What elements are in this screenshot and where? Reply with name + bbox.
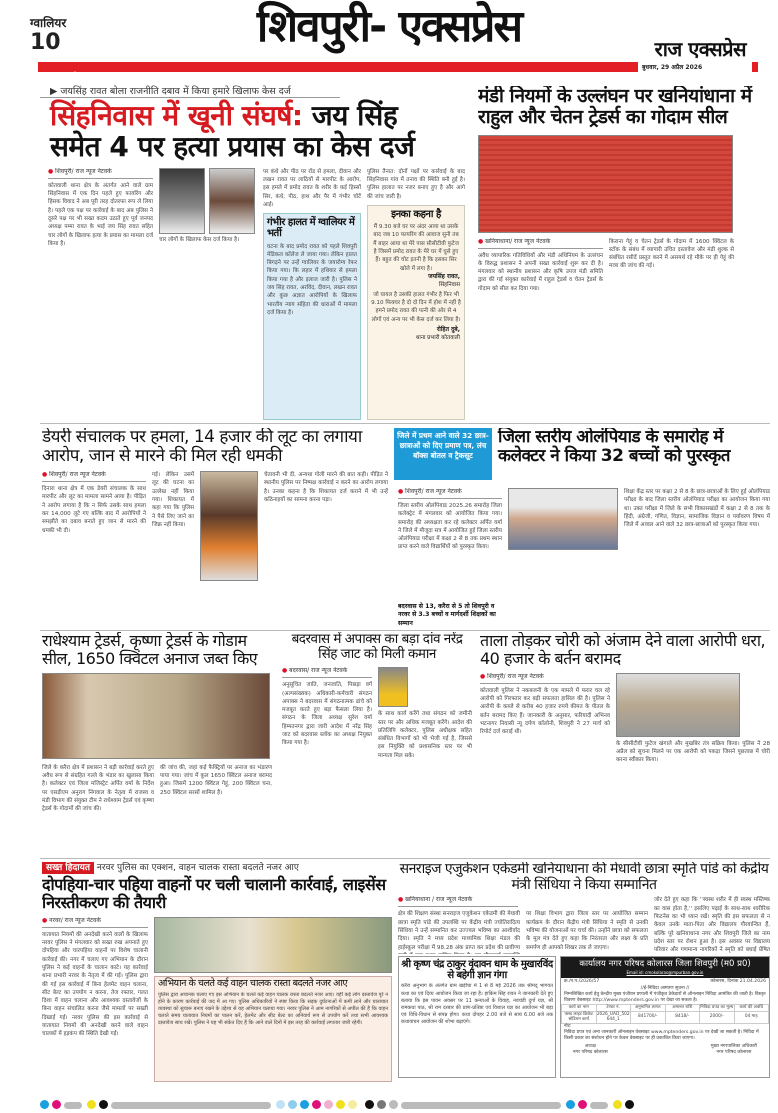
story-body: पुलिस तैनात: दोनों पक्षों पर कार्रवाई के बाद सिंहनिवास गांव में तनाव की स्थिति बनी हुई है। पुलिस हालात पर नजर बनाए हुए है और आगे की जांच जारी है। — [367, 168, 465, 200]
tender-office: कार्यालय नगर परिषद कोलारस जिला शिवपुरी (म0 प्र0) — [579, 959, 751, 969]
quote-title: इनका कहना है — [391, 208, 441, 220]
tender-note-label: नोट: — [564, 1023, 572, 1029]
story-body: यातायात नियमों की अनदेखी करने वालों के खिलाफ नरवर पुलिस ने मंगलवार को सख्त रुख अपनाते हुए दोपहिया और चारपहिया वाहनों पर विशेष चालानी कार्रवाई की। नगर में चलाए गए अभियान के दौरान पुलिस ने कई वाहनों के चालान काटे। यह कार्रवाई थाना प्रभारी नरवर के नेतृत्व में की गई। पुलिस द्वारा की गई इस कार्रवाई में बिना हेलमेट वाहन चलाना, सीट बेल्ट का उपयोग न करना, तेज रफ्तार, गलत दिशा में वाहन चलाना और आवश्यक दस्तावेजों के बिना वाहन संचालित करना जैसे मामलों पर सख्ती दिखाई गई। नरवर पुलिस की इस कार्रवाई से यातायात नियमों की अनदेखी करने वाले वाहन चालकों में हड़कंप की स्थिति देखी गई। — [42, 931, 148, 1038]
info-box — [263, 213, 361, 420]
byline: ● खनियाधाना/ राज न्यूज नेटवर्क — [478, 238, 603, 249]
highlight-text: जिले में प्रथम आने वाले 32 छात्र-छात्राओं को दिए प्रमाण पत्र, लंच बॉक्स बोतल व ट्रैकसूट — [397, 431, 489, 460]
table-cell: 8418/- — [665, 1011, 700, 1023]
section-name: ग्वालियर — [30, 16, 67, 30]
table-cell: 2000/- — [700, 1011, 735, 1023]
story-body: शिक्षा केंद्र स्तर पर कक्षा 2 से 8 के छात्र-छात्राओं के लिए हुई ओलंपियाड परीक्षा के बाद जिला स्तरीय ओलंपियाड परीक्षा का आयोजन किया गया था। उक्त परीक्षा में जिले के सभी विकासखंडों में कक्षा 2 से 8 तक के हिंदी, अंग्रेजी, गणित, विज्ञान, सामाजिक विज्ञान व पर्यावरण विषय में जिले में अव्वल आने वाले 32 छात्र-छात्राओं को पुरस्कृत किया गया। — [624, 489, 770, 529]
tag-label: सख्त हिदायत — [42, 862, 94, 874]
accused-photo — [209, 168, 255, 234]
byline: ● खनियाधाना / राज न्यूज नेटवर्क — [398, 896, 518, 907]
appointee-photo — [378, 667, 408, 707]
quote-name: जयसिंह रावत, — [428, 272, 460, 280]
box-body: घटना के बाद प्रमोद रावत को पहले शिवपुरी मेडिकल कॉलेज ले जाया गया। लेकिन हालत बिगड़ने पर उन्हें ग्वालियर के जयारोग्य रेफर किया गया। कि लहार में हथियार से हमला किया गया है और इलाज जारी है। पुलिस ने जय सिंह रावत, अरविंद, दीवान, लखन रावत और कुछ अज्ञात आरोपियों के खिलाफ भारतीय न्याय संहिता की धाराओं में मामला दर्ज किया है। — [267, 243, 357, 316]
traffic-check-photo — [154, 917, 392, 973]
kicker: ▶ जयसिंह रावत बोला राजनीति दबाव में किया हमारे खिलाफ केस दर्ज — [40, 84, 340, 98]
story-body: पर कंधे और पीठ पर रॉड से हमला, दीवान और लखन रावत पर लाठियों से मारपीट के आरोप, इस हमले में प्रमोद रावत के शरीर के कई हिस्सों सिर, कंधे, पीठ, हाथ और पैर में गंभीर चोटें आई। — [263, 168, 361, 208]
column-header: निविदा प्रपत्र का मूल्य — [700, 1005, 734, 1010]
seized-grain-photo — [42, 673, 270, 759]
story-6 — [282, 632, 472, 856]
headline: बदरवास में अपाक्स का बड़ा दांव नरेंद्र सिंह जाट को मिली कमान — [291, 632, 463, 663]
story-body: की जांच की, जहां कई फैक्ट्रियों पर अनाज का भंडारण पाया गया। जांच में कुल 1650 क्विंटल अनाज बरामद हुआ। जिसमें 1200 क्विंटल गेहूं, 200 क्विंटल चना, 250 क्विंटल सरसों शामिल है। — [160, 764, 272, 796]
table-cell: 04 माह — [734, 1011, 769, 1023]
story-8 — [42, 862, 392, 1082]
recovered-utensils-photo — [616, 673, 740, 737]
quote-text: जो घायल है उसकी हालत गंभीर है फिर भी 9.10 फिक्चर है दो दो दिन में होश में नहीं है हमने प्रमोद रावत की पत्नी की ओर से 4 लोगों एवं अन्य पर भी केस दर्ज कर लिया है। — [371, 291, 461, 323]
brand-logo: राज एक्सप्रेस — [654, 37, 746, 61]
column-header: अमानत राशि — [665, 1005, 700, 1012]
story-4 — [398, 428, 770, 628]
story-body: के साथ कार्य करेंगे तथा संगठन को जमीनी स्तर पर और अधिक मजबूत करेंगे। आदेश की प्रतिलिपि कलेक्टर, पुलिस अधीक्षक सहित संबंधित विभागों को भी भेजी गई है, जिससे इस नियुक्ति को प्रशासनिक स्तर पर भी मान्यता मिल सके। — [378, 711, 472, 759]
callout-body: पुलिस द्वारा अचानक चलाए गए इस अभियान के चलते कई वाहन चालक रास्ता बदलते नजर आए। वहीं कई लोग दस्तावेज पूरे न होने के कारण कार्रवाई की जद में आ गए। पुलिस अधिकारियों ने स्पष्ट किया कि सड़क दुर्घटनाओं में कमी लाने और यातायात व्यवस्था को सुचारू बनाए रखने के उद्देश्य से यह अभियान चलाया गया। नरवर पुलिस ने आम नागरिकों से अपील की है कि वाहन चलाते समय यातायात नियमों का पालन करें, हेलमेट और सीट बेल्ट का अनिवार्य रूप से उपयोग करें तथा सभी आवश्यक दस्तावेज साथ रखें। पुलिस ने यह भी संकेत दिए हैं कि आने वाले दिनों में इस तरह की कार्रवाई लगातार जारी रहेगी। — [158, 991, 388, 1027]
headline-red: सिंहनिवास में खूनी संघर्ष: — [50, 99, 303, 132]
story-1 — [40, 84, 470, 420]
page-number: 10 — [30, 30, 61, 55]
story-5 — [42, 632, 274, 856]
tender-email[interactable]: Email id: cmokolaras@mpurban.gov.in — [626, 970, 704, 975]
story-body: के सीसीटीवी फुटेज खंगाले और मुखबिर तंत्र सक्रिय किया। पुलिस ने 28 अप्रैल को सूचना मिलने पर एक आरोपी को पकड़ा जिसने पूछताछ में चोरी करना स्वीकार किया। — [616, 740, 770, 764]
headline: जिला स्तरीय ओलंपियाड के समारोह में कलेक्टर ने किया 32 बच्चों को पुरस्कृत — [498, 428, 730, 467]
accused-photo — [159, 168, 205, 234]
website-url[interactable]: www.rajexpress.com — [44, 71, 126, 79]
tender-title: //ई-निविदा आमंत्रण सूचना // — [640, 986, 690, 991]
story-7 — [480, 632, 770, 856]
story-9 — [398, 862, 770, 954]
quote-box — [367, 205, 465, 420]
headline: ताला तोड़कर चोरी को अंजाम देने वाला आरोपी धरा, 40 हजार के बर्तन बरामद — [480, 632, 766, 668]
byline: ● शिवपुरी/ राज न्यूज नेटवर्क — [480, 673, 610, 684]
story-body: क्षेत्र की शिक्षण संस्था सनराइज एजुकेशन एकेडमी की मेधावी छात्रा स्मृति पांडे की उपलब्धि पर केंद्रीय मंत्री ज्योतिरादित्य सिंधिया ने उन्हें सम्मानित कर उज्ज्वल भविष्य का आशीर्वाद दिया। स्मृति ने मध्य प्रदेश माध्यमिक शिक्षा मंडल की हाईस्कूल परीक्षा में 98.28 अंक प्राप्त कर प्रदेश की प्रावीण्य पर शिक्षा विभाग द्वारा जिला स्तर पर आयोजित सम्मान कार्यक्रम के दौरान केंद्रीय मंत्री सिंधिया ने स्मृति से उनकी भविष्य की योजनाओं पर चर्चा की। उन्होंने छात्रा को सफलता के मूल मंत्र देते हुए कहा कि निरंतरता और लक्ष्य के प्रति समर्पण ही आपको शिखर तक ले जाएगा। — [398, 911, 648, 951]
headline: श्री कृष्ण चंद्र ठाकुर वृंदावन धाम के मुखारविंद से बहेगी ज्ञान गंगा — [401, 959, 553, 982]
issue-date: बुधवार, 29 अप्रैल 2026 — [642, 64, 703, 71]
quote-place: सिंहनिवास — [438, 281, 460, 288]
callout-box — [154, 976, 392, 1082]
column-header: अनुमानित लागत — [631, 1005, 666, 1012]
headline — [40, 100, 470, 163]
story-body: गई। लेकिन उसमें लूट की घटना का उल्लेख नहीं किया गया। शिकायत में कहा गया कि पुलिस ने पैसे लिए जाने का जिक्र नहीं किया। — [152, 472, 194, 528]
byline: ● नरवर/ राज न्यूज नेटवर्क — [42, 917, 148, 928]
kicker-text: नरवर पुलिस का एक्शन, वाहन चालक रास्ता बदलते नजर आए — [96, 863, 299, 873]
headline: राधेश्याम ट्रेडर्स, कृष्णा ट्रेडर्स के गोडाम सील, 1650 क्विंटल अनाज जब्त किए — [42, 632, 258, 668]
print-color-bar — [40, 1094, 778, 1104]
divider — [40, 630, 770, 631]
olympiad-award-photo — [508, 488, 618, 550]
story-body: कोतवाली थाना क्षेत्र के अंतर्गत आने वाले ग्राम सिंहनिवास में एक दिन पहले हुए फायरिंग और हिंसक विवाद ने अब पूरी तरह दोतरफा रूप ले लिया है। पहले एक पक्ष पर कार्रवाई के बाद अब पुलिस ने दूसरे पक्ष पर भी सख्त कदम उठाते हुए पूर्व जनपद अध्यक्ष पम्मा रावत के भाई जय सिंह रावत सहित चार लोगों के खिलाफ हत्या के प्रयास का मामला दर्ज किया है। — [48, 182, 153, 247]
column-header: कार्य का नाम — [562, 1005, 597, 1012]
story-body: किराना गेहूं व चेतन ट्रेडर्स के गोदाम में 1600 क्विंटल के स्टॉक के संबंध में व्यापारी उचित दस्तावेज और मंडी शुल्क से संबंधित रसीदें प्रस्तुत करने में असमर्थ रहे मौके पर ही गेहूं की मात्रा की जांच की गई। — [609, 238, 734, 270]
divider — [40, 423, 770, 424]
headline: सनराइज एजुकेशन एकेडमी खनियाधाना की मेधावी छात्रा स्मृति पांडे को केंद्रीय मंत्री सिंधिया ने किया सम्मानित — [399, 862, 769, 893]
quote-text: मैं 9.30 बजे घर पर अंदर आया था उसके बाद जब 10 फायरिंग की आवाज सुनी तब मैं बाहर आया था मेरे पास सीसीटीवी फुटेज है जिसमें प्रमोद रावत के मेरे घर में घुसे हुए हैं। बहुत की चोट इतनी है कि इसका सिर खोले में लगा है। — [373, 224, 459, 272]
story-body: जोर देते हुए कहा कि ''स्वस्थ शरीर में ही स्वस्थ मस्तिष्क का वास होता है,'' इसलिए पढ़ाई के साथ-साथ शारीरिक फिटनेस का भी ध्यान रखें। स्मृति की इस सफलता से न केवल उनके माता-पिता और विद्यालय गौरवान्वित हैं, बल्कि पूरे खनियाधाना नगर और शिवपुरी जिले का नाम प्रदेश स्तर पर रोशन हुआ है। इस अवसर पर विद्यालय परिवार और गणमान्य नागरिकों ने स्मृति को बधाई प्रेषित — [654, 897, 770, 954]
byline: ● बदरवास/ राज न्यूज नेटवर्क — [282, 667, 372, 678]
column-header: टेण्डर नं. — [596, 1005, 631, 1012]
tender-note: निविदा प्रपत्र एवं अन्य जानकारी ऑनलाइन वेबसाइट www.mptenders.gov.in पर देखी जा सकती है। निविदा में किसी प्रकार का संशोधन होने पर केवल वेबसाइट पर ही प्रकाशित किया जाएगा। — [564, 1029, 759, 1041]
story-body: कोतवाली पुलिस ने नकबजनी के एक मामले में फरार चल रहे आरोपी को गिरफ्तार कर बड़ी सफलता हासिल की है। पुलिस ने आरोपी के कब्जे से करीब 40 हजार रुपये कीमत के पीतल के बर्तन बरामद किए हैं। जानकारी के अनुसार, फरियादी अभिनव भटनागर निवासी न्यू दर्पण कॉलोनी, शिवपुरी ने 27 मार्च को रिपोर्ट दर्ज कराई थी। — [480, 687, 610, 736]
story-body: करैरा अनुभाग के अंतर्गत ग्राम खड़ीचा में 1 से 8 मई 2026 तक श्रीमद् भागवत कथा का एवं दिव्य आयोजन किया जा रहा है। हाकिम सिंह रावत ने जानकारी देते हुए बताया कि इस पावन अवसर पर 11 कन्याओं के विवाह, नवचंडी दुर्गा यज्ञ, श्री रामकथा पाठ, श्री राम दरबार की प्राण-प्रतिष्ठा एवं विशाल यज्ञ का आयोजन भी बड़ा एवं विधि-विधान से संपन्न होगा। कथा दोपहर 2.00 बजे से सायं 6.00 बजे तक कथावाचन आयोजन की शोभा बढ़ाएंगे। — [401, 983, 553, 1026]
byline: ● शिवपुरी/ राज न्यूज नेटवर्क — [398, 488, 502, 499]
header-bar-end — [752, 62, 758, 72]
story-body: चेतावनी भी दी, अन्यथा गोली मारने की बात कही। पीड़ित ने स्थानीय पुलिस पर निष्पक्ष कार्रवाई न करने का आरोप लगाया है। उनका कहना है कि शिकायत दर्ज कराने में भी उन्हें कठिनाइयों का सामना करना पड़ा। — [264, 472, 388, 503]
story-2 — [478, 86, 770, 420]
header-bar — [38, 62, 638, 79]
masthead: शिवपुरी- एक्सप्रेस — [256, 1, 522, 52]
table-cell: 2026_UAD_502644_1 — [596, 1011, 630, 1022]
story-3 — [42, 428, 388, 628]
kicker — [42, 862, 392, 874]
story-body: दिनारा थाना क्षेत्र में एक डेयरी संचालक के साथ मारपीट और लूट का मामला सामने आया है। पीड़ित ने आरोप लगाया है कि न सिर्फ उसके साथ हमला कर 14,000 लूटे गए बल्कि बाद में आरोपियों ने समझौते का दबाव बनाते हुए जान से मारने की धमकी भी दी। — [42, 486, 146, 534]
byline: ● शिवपुरी/ राज न्यूज नेटवर्क — [42, 471, 146, 482]
quote-name: रोहित दुबे, — [436, 326, 460, 334]
tender-ref: क्र./न.प./2026/57 — [564, 979, 600, 984]
story-body: अवैध व्यापारिक गतिविधियों और मंडी अधिनियम के उल्लंघन के विरुद्ध प्रशासन ने अपनी सख्त कार्रवाई शुरू कर दी है। मंगलवार को स्थानीय प्रशासन और कृषि उपज मंडी समिति द्वारा की गई संयुक्त कार्रवाई में राहुल ट्रेडर्स व चेतन ट्रेडर्स के गोदाम को सील कर दिया गया। — [478, 252, 603, 292]
divider — [40, 858, 770, 859]
column-header: कार्य की अवधि — [734, 1005, 769, 1012]
signatory-right: मुख्य नगरपालिका अधिकारी नगर परिषद कोलारस — [710, 1043, 757, 1055]
tender-table — [561, 1004, 769, 1024]
quote-place: थाना प्रभारी कोतवाली — [415, 335, 460, 342]
headline-line2: समेत 4 पर हत्या प्रयास का केस दर्ज — [50, 130, 415, 164]
table-row — [562, 1011, 769, 1023]
story-highlight: बदरवास से 13, करैरा से 5 तो शिवपुरी व नरवर से 3.3 बच्चों व मार्गदर्शी शिक्षकों का सम्मान — [398, 602, 496, 627]
headline: मंडी नियमों के उल्लंघन पर खनियांधाना में राहुल और चेतन ट्रेडर्स का गोदाम सील — [478, 86, 752, 129]
tender-notice — [560, 956, 770, 1078]
table-cell: फ्लड लाइट क्रिकेट स्टेडियम कार्य — [562, 1011, 597, 1023]
photo-caption: चार लोगों के खिलाफ केस दर्ज किया है। — [159, 236, 240, 243]
kicker-text: जयसिंह रावत बोला राजनीति दबाव में किया हमारे खिलाफ केस दर्ज — [60, 86, 291, 97]
story-body: जिले के करैरा क्षेत्र में प्रशासन ने बड़ी कार्रवाई करते हुए अवैध रूप से संग्रहित गल्ले के भंडार का खुलासा किया है। कलेक्टर एवं जिला मजिस्ट्रेट अर्पित वर्मा के निर्देश पर एसडीएम अनुराग निंगवाल के नेतृत्व में राजस्व व मंडी विभाग की संयुक्त टीम ने राधेश्याम ट्रेडर्स एवं कृष्णा ट्रेडर्स के गोदामों की जांच की। — [42, 764, 154, 813]
headline-black: जय सिंह — [311, 99, 398, 132]
story-body: जिला स्तरीय ओलंपियाड 2025.26 समारोह जिला कलेक्ट्रेट में मंगलवार को आयोजित किया गया। समारोह की अध्यक्षता कर रहे कलेक्टर अर्पित वर्मा ने जिले में मौजूदा सत्र में आयोजित हुई जिला स्तरीय ओलंपियाड परीक्षा में कक्षा 2 से 8 तक प्रथम स्थान प्राप्त करने वाले विद्यार्थियों को पुरस्कृत किया। — [398, 503, 502, 551]
headline: डेयरी संचालक पर हमला, 14 हजार की लूट का लगाया आरोप, जान से मारने की मिल रही धमकी — [42, 428, 362, 467]
story-body: अनुसूचित जाति, जनजाति, पिछड़ा वर्ग (अल्पसंख्यक) अधिकारी-कर्मचारी संगठन अपाक्स ने बदरवास में संगठनात्मक ढांचे को मजबूत करते हुए बड़ा फैसला लिया है। संगठन के जिला अध्यक्ष सुरेश वर्मा हिम्मतनगर द्वारा जारी आदेश में नरेंद्र सिंह जाट को बदरवास ब्लॉक का अध्यक्ष नियुक्त किया गया है। — [282, 682, 372, 747]
victim-photo — [200, 471, 258, 581]
callout-title: अभियान के चलते कई वाहन चालक रास्ता बदलते नजर आए — [158, 977, 348, 989]
signatory-left: अध्यक्ष नगर परिषद कोलारस — [573, 1043, 608, 1055]
godown-seal-photo — [478, 135, 733, 233]
byline: ● शिवपुरी/ राज न्यूज नेटवर्क — [48, 168, 153, 179]
box-title: गंभीर हालत में ग्वालियर में भर्ती — [267, 217, 355, 240]
table-cell: 841700/- — [631, 1011, 666, 1023]
tender-date: कोलारस, दिनांक 21.04.2026 — [710, 979, 766, 984]
story-10 — [398, 956, 556, 1078]
headline: दोपहिया-चार पहिया वाहनों पर चली चालानी कार्रवाई, लाइसेंस निरस्तीकरण की तैयारी — [42, 875, 386, 912]
tender-intro: निम्नलिखित कार्य हेतु केन्द्रीय मुख्य पंजीयन प्रणाली में पंजीकृत ठेकेदारों से ऑनलाइन निविदा आमंत्रित की जाती है। विस्तृत विवरण वेबसाइट http://www.mptenders.gov.in पर देखा जा सकता है। — [564, 992, 766, 1003]
